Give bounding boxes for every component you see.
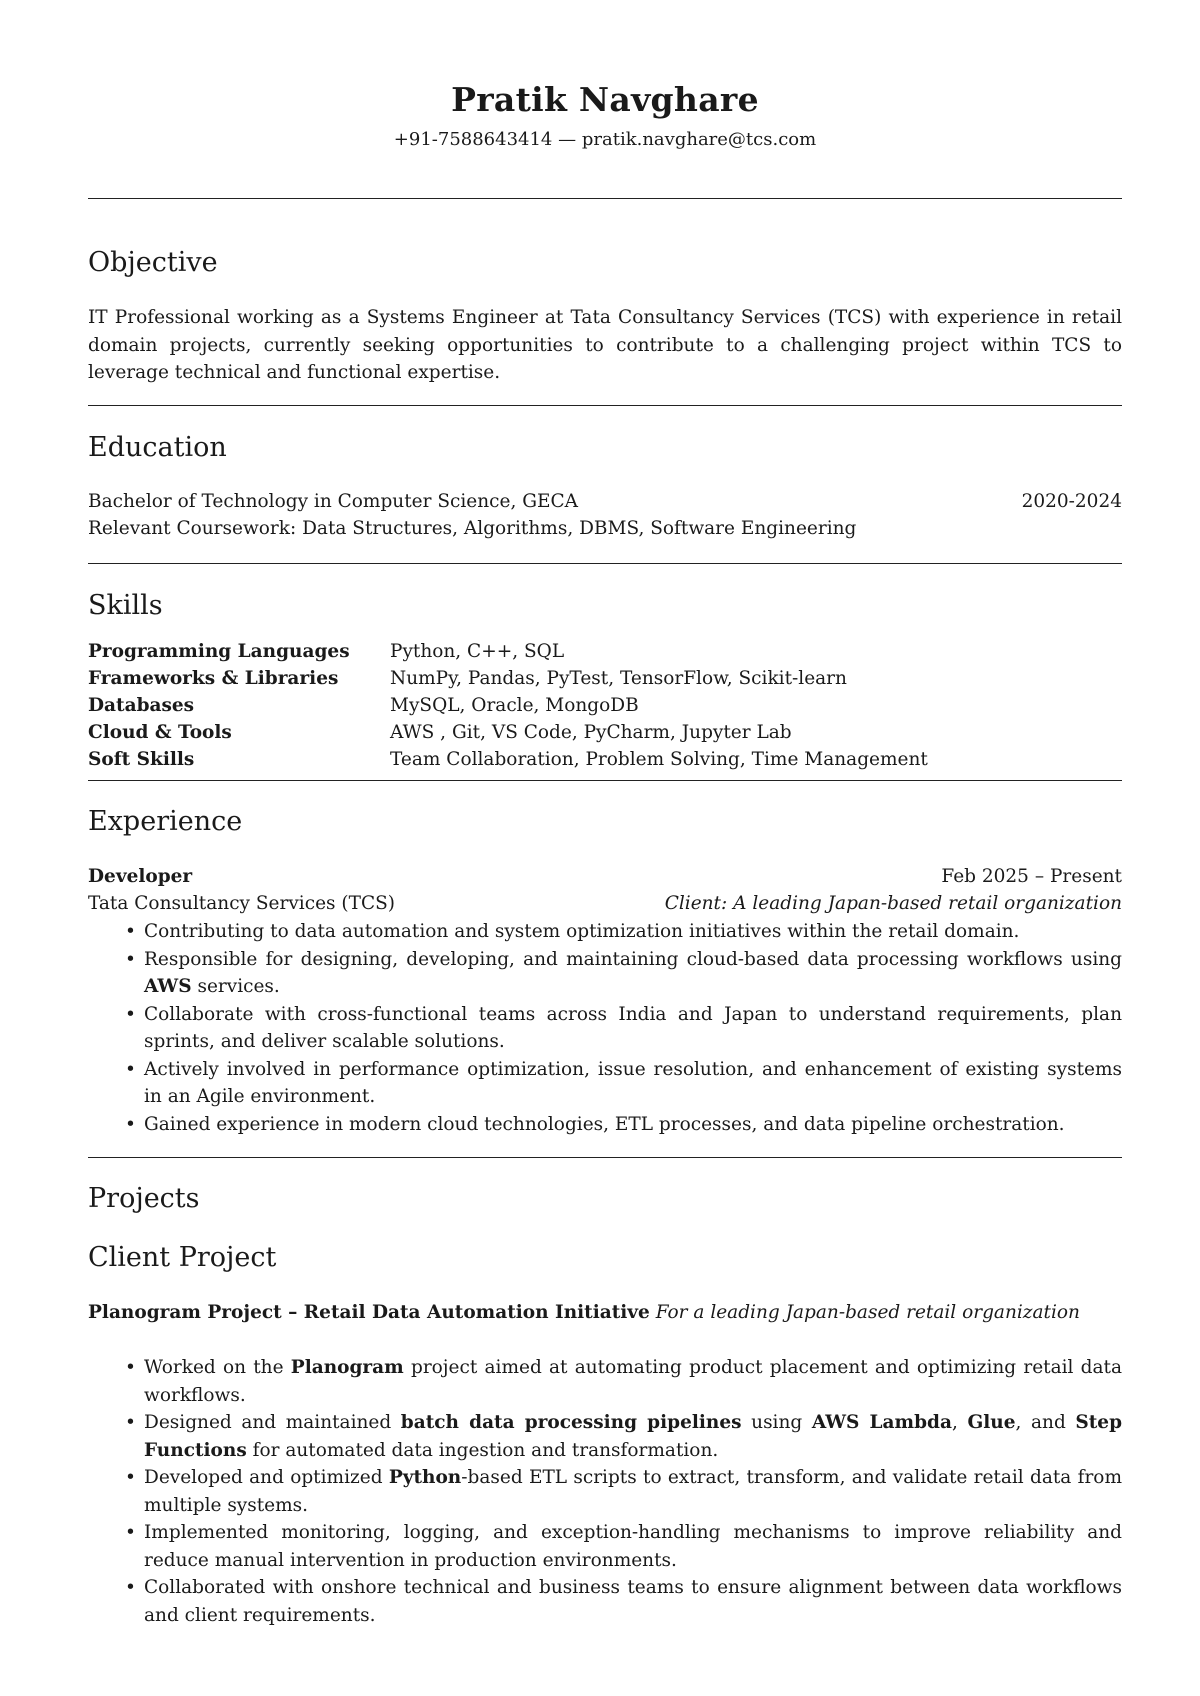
bullet-icon: • (125, 1357, 136, 1378)
bullet-icon: • (125, 1003, 136, 1025)
bullet-icon: • (125, 921, 136, 942)
list-item: • Actively involved in performance optimization, issue resolution, and enhancement of existing systems in an Agile environment. (88, 1056, 1122, 1111)
skill-value: Python, C++, SQL (390, 641, 565, 662)
skill-value: NumPy, Pandas, PyTest, TensorFlow, Scikit-learn (390, 668, 847, 689)
bullet-icon: • (125, 1522, 136, 1543)
list-item: • Worked on the Planogram project aimed at automating product placement and optimizing retail data workflows. (88, 1354, 1122, 1409)
project-title-row (88, 1299, 1122, 1327)
project-bullet-list (88, 1354, 1122, 1629)
education-degree: Bachelor of Technology in Computer Science, GECA (88, 491, 578, 512)
project-client-note: For a leading Japan-based retail organization (655, 1302, 1080, 1323)
skill-label: Databases (88, 695, 195, 716)
bullet-icon: • (125, 1577, 136, 1598)
skill-label: Cloud & Tools (88, 722, 232, 743)
experience-company-row (88, 890, 1122, 917)
email-address[interactable]: pratik.navghare@tcs.com (581, 129, 817, 150)
experience-bullet-list (88, 918, 1122, 1138)
divider (88, 405, 1122, 406)
objective-text: IT Professional working as a Systems Engineer at Tata Consultancy Services (TCS) with experience in retail domain projects, currently seeking opportunities to contribute to a challenging project within TCS to leverage technical and functional expertise. (88, 307, 1122, 383)
skill-label: Frameworks & Libraries (88, 668, 339, 689)
bullet-icon: • (125, 1467, 136, 1488)
bullet-icon: • (125, 1113, 136, 1135)
section-heading-projects: Projects (88, 1183, 200, 1214)
bullet-icon: • (125, 1058, 136, 1080)
list-item: • Gained experience in modern cloud technologies, ETL processes, and data pipeline orchestration. (88, 1111, 1122, 1139)
skill-label: Programming Languages (88, 641, 350, 662)
project-subheading: Client Project (88, 1242, 277, 1273)
list-item: • Collaborate with cross-functional teams across India and Japan to understand requirements, plan sprints, and deliver scalable solutions. (88, 1001, 1122, 1056)
experience-client: Client: A leading Japan-based retail organization (664, 893, 1122, 914)
project-title: Planogram Project – Retail Data Automation Initiative (88, 1302, 650, 1323)
skill-value: MySQL, Oracle, MongoDB (390, 695, 639, 716)
phone-number: +91-7588643414 (393, 129, 553, 150)
contact-separator: — (558, 129, 577, 150)
divider (88, 563, 1122, 564)
divider (88, 198, 1122, 199)
bullet-icon: • (125, 948, 136, 970)
section-heading-education: Education (88, 432, 227, 463)
experience-role: Developer (88, 866, 193, 887)
education-degree-row (88, 488, 1122, 515)
experience-role-row (88, 863, 1122, 890)
section-heading-experience: Experience (88, 806, 243, 837)
experience-company: Tata Consultancy Services (TCS) (88, 893, 396, 914)
candidate-name: Pratik Navghare (451, 80, 759, 119)
section-heading-objective: Objective (88, 247, 218, 278)
contact-line (88, 129, 1122, 150)
bullet-icon: • (125, 1412, 136, 1433)
divider (88, 1157, 1122, 1158)
skill-label: Soft Skills (88, 749, 195, 770)
experience-dates: Feb 2025 – Present (941, 866, 1122, 887)
list-item: • Responsible for designing, developing, and maintaining cloud-based data processing workflows using AWS services. (88, 946, 1122, 1001)
education-years: 2020-2024 (1021, 491, 1122, 512)
education-coursework: Relevant Coursework: Data Structures, Algorithms, DBMS, Software Engineering (88, 518, 857, 539)
divider (88, 780, 1122, 781)
section-heading-skills: Skills (88, 590, 163, 621)
skill-value: AWS , Git, VS Code, PyCharm, Jupyter Lab (390, 722, 792, 743)
list-item: • Developed and optimized Python-based ETL scripts to extract, transform, and validate retail data from multiple systems. (88, 1464, 1122, 1519)
list-item: • Collaborated with onshore technical and business teams to ensure alignment between data workflows and client requirements. (88, 1574, 1122, 1629)
list-item: • Designed and maintained batch data processing pipelines using AWS Lambda, Glue, and Step Functions for automated data ingestion and transformation. (88, 1409, 1122, 1464)
list-item: • Implemented monitoring, logging, and exception-handling mechanisms to improve reliability and reduce manual intervention in production environments. (88, 1519, 1122, 1574)
list-item: • Contributing to data automation and system optimization initiatives within the retail domain. (88, 918, 1122, 946)
skill-value: Team Collaboration, Problem Solving, Time Management (390, 749, 928, 770)
